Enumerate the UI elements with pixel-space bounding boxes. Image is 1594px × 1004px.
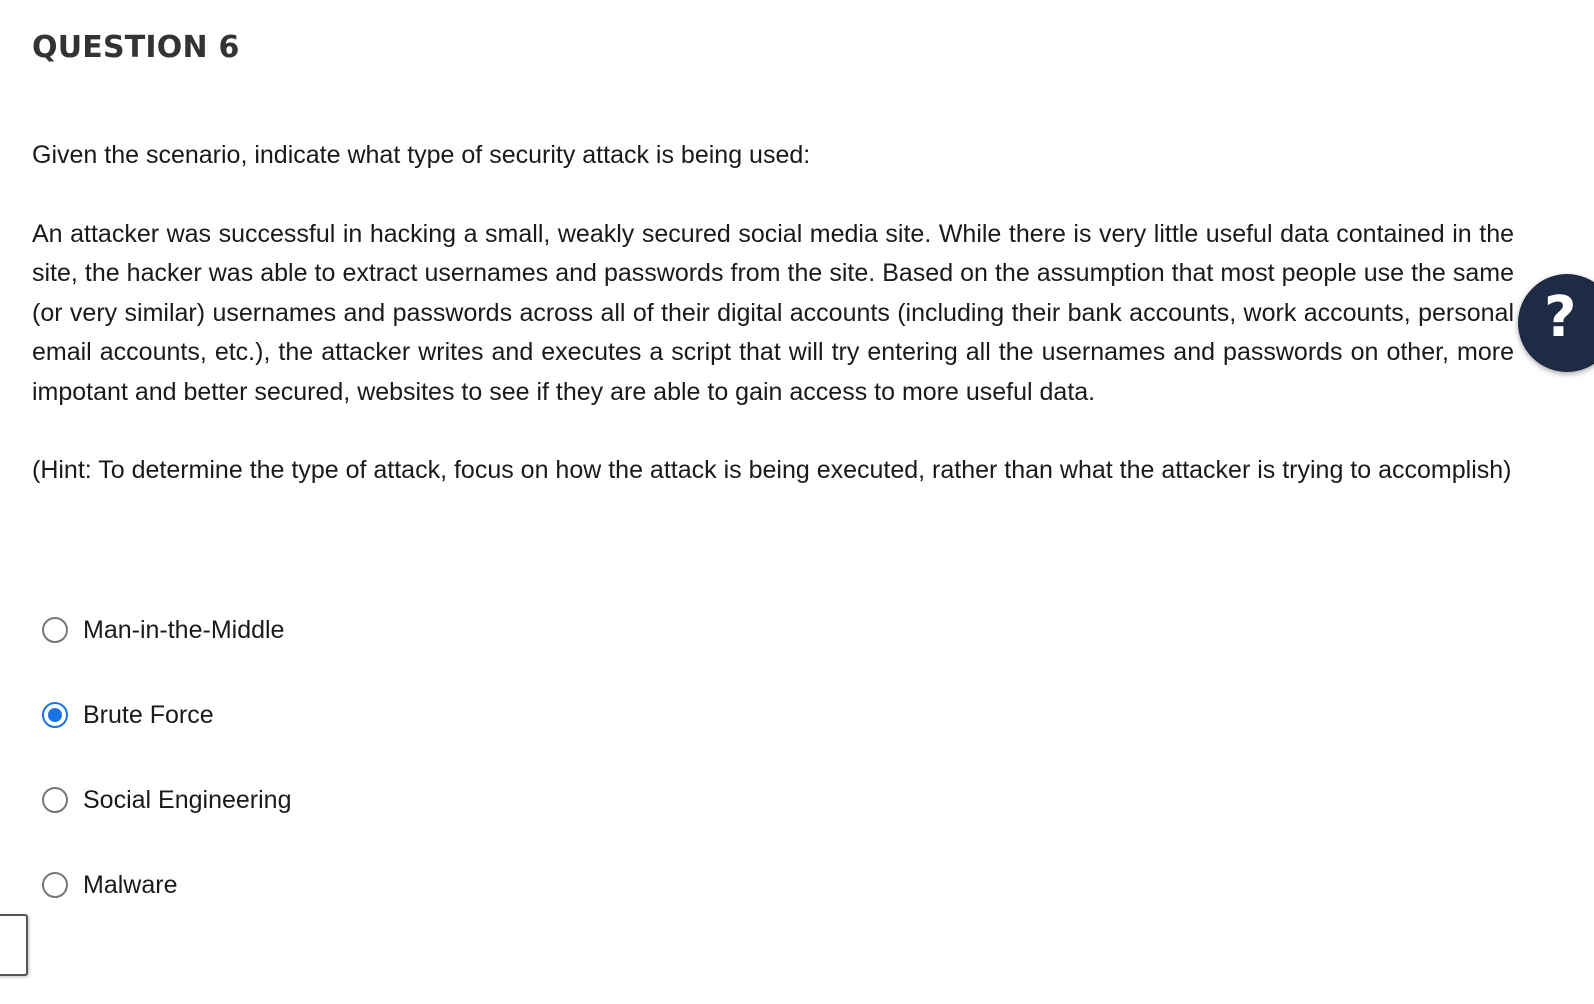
question-body (32, 136, 1514, 491)
help-widget-button[interactable] (1518, 274, 1594, 372)
option-label[interactable]: Malware (83, 871, 178, 899)
question-prompt: Given the scenario, indicate what type of security attack is being used: (32, 141, 811, 169)
option-label[interactable]: Social Engineering (83, 786, 292, 814)
radio-button[interactable] (42, 872, 68, 898)
option-label[interactable]: Brute Force (83, 701, 214, 729)
question-hint: (Hint: To determine the type of attack, focus on how the attack is being executed, rather than what the attacker is trying to accomplish) (32, 456, 1512, 484)
radio-button[interactable] (42, 702, 68, 728)
collapsed-panel-toggle[interactable] (0, 914, 28, 976)
question-icon: ? (1544, 285, 1577, 350)
question-title: QUESTION 6 (32, 30, 240, 65)
option-label[interactable]: Man-in-the-Middle (83, 616, 285, 644)
radio-button[interactable] (42, 787, 68, 813)
question-scenario: An attacker was successful in hacking a small, weakly secured social media site. While there is very little useful data contained in the site, the hacker was able to extract usernames and passwords from the site. Based on the assumption that most people use the same (or very similar) usernames and passwords across all of their digital accounts (including their bank accounts, work accounts, personal email accounts, etc.), the attacker writes and executes a script that will try entering all the usernames and passwords on other, more impotant and better secured, websites to see if they are able to gain access to more useful data. (32, 219, 1514, 406)
radio-button[interactable] (42, 617, 68, 643)
